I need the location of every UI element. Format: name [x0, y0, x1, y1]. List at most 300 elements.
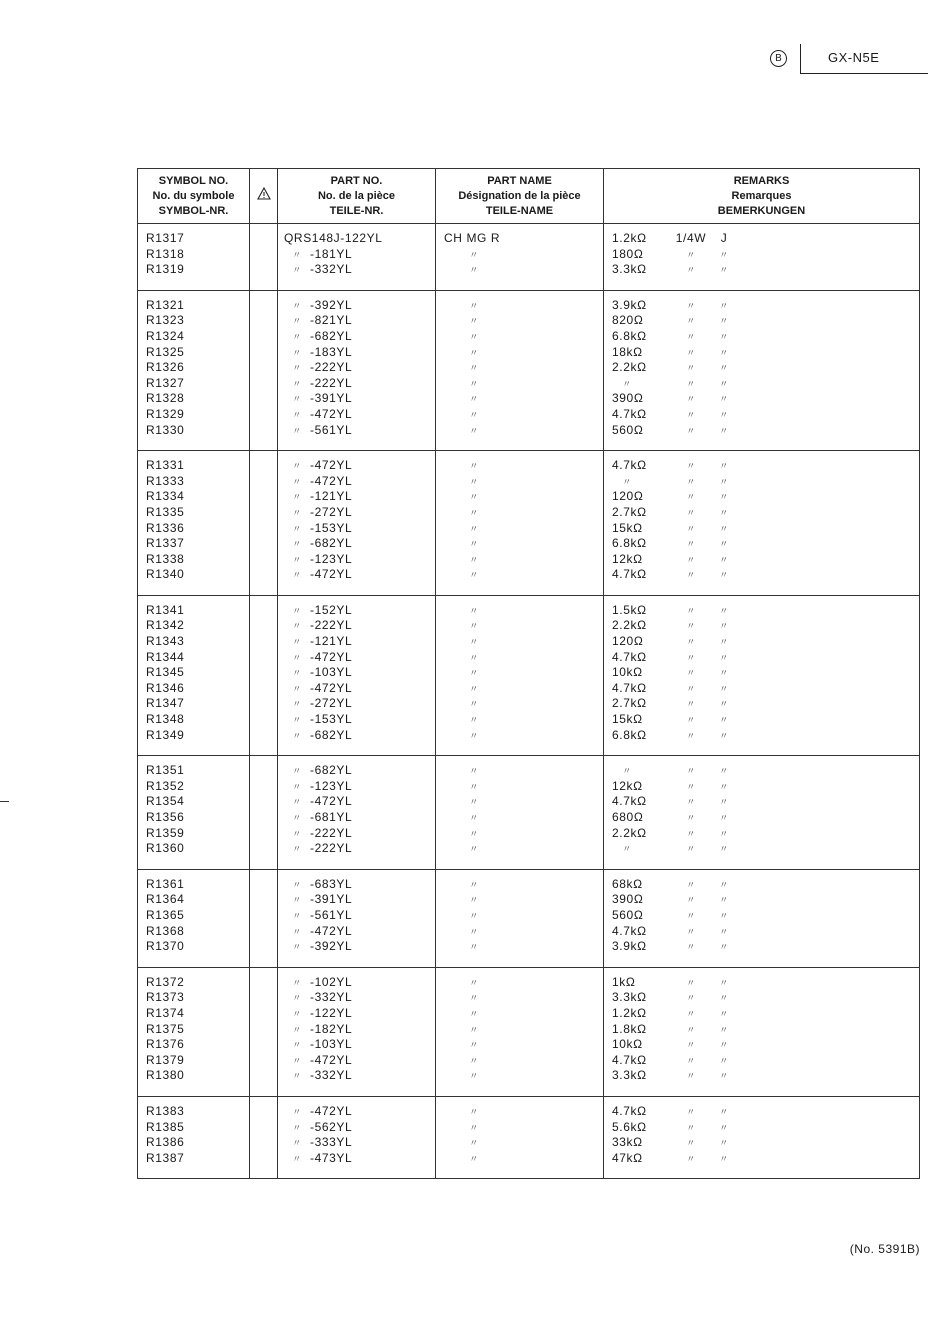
wattage: 〃 — [686, 331, 696, 342]
ditto-mark: 〃 — [292, 895, 302, 906]
remarks — [612, 298, 919, 314]
tolerance: 〃 — [719, 993, 729, 1004]
part-no-suffix: -683YL — [310, 876, 353, 891]
tolerance: 〃 — [719, 1153, 729, 1164]
ditto-mark: 〃 — [292, 652, 302, 663]
ditto-mark: 〃 — [292, 879, 302, 890]
ditto-mark: 〃 — [469, 1071, 479, 1082]
part-no-suffix: -682YL — [310, 763, 353, 778]
remarks — [612, 1022, 919, 1038]
tolerance: 〃 — [719, 1040, 729, 1051]
part-no-suffix: -121YL — [310, 489, 353, 504]
remarks — [612, 474, 919, 490]
ditto-mark: 〃 — [292, 1138, 302, 1149]
header-part-name-de: TEILE-NAME — [485, 204, 554, 217]
remarks — [612, 779, 919, 795]
part-no-suffix: -681YL — [310, 810, 353, 824]
remarks — [612, 1104, 919, 1120]
remarks — [612, 247, 919, 263]
part-name — [444, 877, 603, 893]
resistance-value: 6.8kΩ — [612, 536, 647, 551]
part-no-suffix: -332YL — [310, 1068, 353, 1083]
part-name — [444, 990, 603, 1006]
tolerance: 〃 — [719, 605, 729, 616]
remarks — [612, 908, 919, 924]
safety-cell — [250, 756, 278, 870]
table-row — [138, 756, 920, 870]
ditto-mark: 〃 — [292, 1122, 302, 1133]
part-no-suffix: -103YL — [310, 665, 353, 680]
part-name — [444, 650, 603, 666]
resistance-value: 1.2kΩ — [612, 1005, 647, 1020]
part-name — [444, 247, 603, 263]
remarks — [612, 712, 919, 728]
symbol-no: R1321 — [146, 297, 185, 312]
tolerance: 〃 — [719, 1071, 729, 1082]
wattage: 〃 — [686, 1122, 696, 1133]
wattage: 〃 — [686, 813, 696, 823]
safety-warning-icon — [257, 187, 271, 200]
resistance-value: 6.8kΩ — [612, 727, 647, 742]
ditto-mark: 〃 — [469, 265, 479, 276]
tolerance: 〃 — [719, 813, 729, 823]
ditto-mark: 〃 — [469, 993, 479, 1004]
part-no-suffix: -122YL — [310, 1005, 353, 1020]
symbol-no: R1344 — [146, 649, 185, 664]
part-no — [284, 841, 435, 857]
symbol-no: R1354 — [146, 794, 185, 809]
wattage: 〃 — [686, 699, 696, 710]
symbol-no: R1373 — [146, 990, 185, 1005]
tolerance: 〃 — [719, 249, 729, 260]
resistance-value: 4.7kΩ — [612, 1103, 647, 1118]
part-name — [444, 262, 603, 278]
wattage: 〃 — [686, 1024, 696, 1035]
part-name — [444, 1037, 603, 1053]
part-no-suffix: -333YL — [310, 1135, 353, 1150]
ditto-mark: 〃 — [469, 910, 479, 921]
remarks — [612, 763, 919, 779]
part-no — [284, 376, 435, 392]
remarks-cell — [604, 451, 920, 596]
wattage: 〃 — [686, 605, 696, 616]
remarks-cell — [604, 290, 920, 450]
ditto-mark: 〃 — [292, 507, 302, 518]
tolerance: J — [720, 231, 728, 245]
part-no-suffix: -472YL — [310, 567, 353, 582]
resistance-value: 3.9kΩ — [612, 939, 647, 954]
remarks — [612, 810, 919, 826]
resistance-value: 680Ω — [612, 810, 644, 824]
resistance-value: 2.2kΩ — [612, 825, 647, 840]
part-no-suffix: -561YL — [310, 907, 353, 922]
symbol-no: R1380 — [146, 1068, 185, 1083]
remarks — [612, 536, 919, 552]
tolerance: 〃 — [719, 476, 729, 487]
symbol-no: R1386 — [146, 1135, 185, 1150]
ditto-mark: 〃 — [469, 425, 479, 436]
wattage: 〃 — [686, 1153, 696, 1164]
ditto-mark: 〃 — [292, 715, 302, 726]
remarks — [612, 826, 919, 842]
part-no-suffix: -472YL — [310, 1103, 353, 1118]
resistance-value: 33kΩ — [612, 1135, 643, 1150]
symbol-cell — [138, 756, 250, 870]
part-name — [444, 521, 603, 537]
part-name-cell — [436, 967, 604, 1096]
ditto-mark: 〃 — [292, 300, 302, 311]
part-no — [284, 298, 435, 314]
remarks — [612, 376, 919, 392]
part-no — [284, 924, 435, 940]
tolerance: 〃 — [719, 1024, 729, 1035]
ditto-mark: 〃 — [469, 1122, 479, 1133]
part-name — [444, 505, 603, 521]
remarks — [612, 552, 919, 568]
header-underline — [800, 73, 928, 74]
part-no-suffix: -472YL — [310, 794, 353, 809]
wattage: 〃 — [686, 409, 696, 420]
symbol-no: R1331 — [146, 458, 185, 473]
ditto-mark: 〃 — [469, 507, 479, 518]
ditto-mark: 〃 — [292, 781, 302, 792]
resistance-value: 5.6kΩ — [612, 1119, 647, 1134]
part-no-suffix: -182YL — [310, 1021, 353, 1036]
part-name — [444, 329, 603, 345]
table-row — [138, 967, 920, 1096]
resistance-value: 15kΩ — [612, 712, 643, 727]
resistance-value: 1kΩ — [612, 974, 636, 989]
ditto-mark: 〃 — [469, 652, 479, 663]
part-no-suffix: -391YL — [310, 391, 353, 406]
resistance-value: 15kΩ — [612, 520, 643, 535]
part-no — [284, 779, 435, 795]
part-no — [284, 262, 435, 278]
part-no — [284, 650, 435, 666]
symbol-no: R1342 — [146, 618, 185, 633]
tolerance: 〃 — [719, 539, 729, 550]
symbol-no: R1323 — [146, 313, 185, 328]
remarks-cell — [604, 595, 920, 755]
symbol-no: R1385 — [146, 1119, 185, 1134]
remarks — [612, 1068, 919, 1084]
ditto-mark: 〃 — [292, 539, 302, 550]
tolerance: 〃 — [719, 316, 729, 327]
ditto-mark: 〃 — [292, 331, 302, 342]
symbol-no: R1328 — [146, 391, 185, 406]
symbol-no: R1370 — [146, 939, 185, 954]
remarks — [612, 231, 919, 247]
part-no — [284, 712, 435, 728]
part-no-cell — [278, 290, 436, 450]
part-no-suffix: -103YL — [310, 1037, 353, 1052]
resistance-value: 12kΩ — [612, 778, 643, 793]
symbol-cell — [138, 1096, 250, 1178]
wattage: 〃 — [686, 993, 696, 1004]
part-name-cell — [436, 756, 604, 870]
remarks-cell — [604, 1096, 920, 1178]
header-remarks-fr: Remarques — [731, 189, 792, 202]
remarks — [612, 313, 919, 329]
tolerance: 〃 — [719, 879, 729, 890]
ditto-mark: 〃 — [469, 621, 479, 632]
part-no — [284, 1022, 435, 1038]
part-name — [444, 728, 603, 744]
remarks — [612, 990, 919, 1006]
table-row — [138, 869, 920, 967]
remarks — [612, 521, 919, 537]
ditto-mark: 〃 — [292, 249, 302, 260]
remarks — [612, 391, 919, 407]
resistance-value: 4.7kΩ — [612, 923, 647, 938]
ditto-mark: 〃 — [292, 730, 302, 741]
remarks — [612, 1135, 919, 1151]
wattage: 〃 — [686, 265, 696, 276]
header-part-no — [278, 169, 436, 224]
symbol-cell — [138, 595, 250, 755]
tolerance: 〃 — [719, 331, 729, 342]
part-no — [284, 892, 435, 908]
wattage: 〃 — [686, 394, 696, 405]
ditto-mark: 〃 — [292, 683, 302, 694]
part-no — [284, 313, 435, 329]
part-no-suffix: -123YL — [310, 778, 353, 793]
ditto-mark: 〃 — [469, 476, 479, 487]
resistance-value: 10kΩ — [612, 1037, 643, 1052]
resistance-value: 180Ω — [612, 246, 644, 261]
ditto-mark: 〃 — [469, 813, 479, 823]
remarks — [612, 1151, 919, 1167]
part-name — [444, 1135, 603, 1151]
wattage: 〃 — [686, 507, 696, 518]
resistance-value: 6.8kΩ — [612, 328, 647, 343]
remarks — [612, 794, 919, 810]
part-no-suffix: -121YL — [310, 634, 353, 649]
ditto-mark: 〃 — [469, 1153, 479, 1164]
wattage: 〃 — [686, 1071, 696, 1082]
part-no — [284, 391, 435, 407]
part-no — [284, 1120, 435, 1136]
part-no-suffix: -222YL — [310, 841, 353, 856]
ditto-mark: 〃 — [292, 265, 302, 276]
ditto-mark: 〃 — [292, 1040, 302, 1051]
resistance-value: 4.7kΩ — [612, 567, 647, 582]
part-name — [444, 603, 603, 619]
part-no-suffix: -332YL — [310, 990, 353, 1005]
part-no — [284, 990, 435, 1006]
symbol-no: R1348 — [146, 712, 185, 727]
ditto-mark: 〃 — [469, 781, 479, 792]
resistance-value: 2.7kΩ — [612, 696, 647, 711]
remarks — [612, 665, 919, 681]
part-no-suffix: -562YL — [310, 1119, 353, 1134]
wattage: 〃 — [686, 766, 696, 777]
tolerance: 〃 — [719, 378, 729, 389]
document-number: (No. 5391B) — [849, 1242, 920, 1256]
wattage: 〃 — [686, 668, 696, 679]
part-name — [444, 1151, 603, 1167]
ditto-mark: 〃 — [292, 926, 302, 937]
header-symbol-de: SYMBOL-NR. — [158, 204, 229, 217]
part-no — [284, 1104, 435, 1120]
part-no-cell — [278, 869, 436, 967]
symbol-no: R1372 — [146, 974, 185, 989]
part-name — [444, 536, 603, 552]
part-no-suffix: -682YL — [310, 328, 353, 343]
tolerance: 〃 — [719, 1106, 729, 1117]
ditto-mark: 〃 — [469, 523, 479, 534]
part-name — [444, 423, 603, 439]
remarks — [612, 924, 919, 940]
part-name: CH MG R — [444, 231, 501, 245]
remarks — [612, 650, 919, 666]
ditto-mark: 〃 — [292, 1008, 302, 1019]
remarks — [612, 892, 919, 908]
tolerance: 〃 — [719, 570, 729, 581]
tolerance: 〃 — [719, 1008, 729, 1019]
wattage: 〃 — [686, 378, 696, 389]
ditto-mark: 〃 — [469, 1040, 479, 1051]
tolerance: 〃 — [719, 621, 729, 632]
symbol-cell — [138, 869, 250, 967]
ditto-mark: 〃 — [292, 409, 302, 420]
remarks — [612, 634, 919, 650]
ditto-mark: 〃 — [292, 977, 302, 988]
resistance-value: 2.2kΩ — [612, 618, 647, 633]
symbol-no: R1336 — [146, 520, 185, 535]
resistance-value: 820Ω — [612, 313, 644, 328]
part-name — [444, 975, 603, 991]
part-no — [284, 877, 435, 893]
remarks — [612, 975, 919, 991]
ditto-mark: 〃 — [469, 249, 479, 260]
header-part-no-de: TEILE-NR. — [329, 204, 384, 217]
table-row — [138, 290, 920, 450]
ditto-mark: 〃 — [469, 766, 479, 777]
remarks-cell — [604, 224, 920, 291]
tolerance: 〃 — [719, 300, 729, 311]
symbol-no: R1352 — [146, 778, 185, 793]
ditto-mark: 〃 — [292, 942, 302, 953]
resistance-value: 3.3kΩ — [612, 990, 647, 1005]
tolerance: 〃 — [719, 895, 729, 906]
wattage: 〃 — [686, 316, 696, 327]
symbol-no: R1379 — [146, 1052, 185, 1067]
tolerance: 〃 — [719, 977, 729, 988]
remarks-cell — [604, 756, 920, 870]
wattage: 〃 — [686, 652, 696, 663]
part-name — [444, 826, 603, 842]
table-row — [138, 1096, 920, 1178]
part-no-suffix: -472YL — [310, 406, 353, 421]
ditto-mark: 〃 — [292, 766, 302, 777]
part-no-cell — [278, 756, 436, 870]
part-no — [284, 1053, 435, 1069]
tolerance: 〃 — [719, 781, 729, 792]
wattage: 〃 — [686, 539, 696, 550]
symbol-no: R1374 — [146, 1005, 185, 1020]
remarks — [612, 1006, 919, 1022]
header-remarks-de: BEMERKUNGEN — [717, 204, 806, 217]
tolerance: 〃 — [719, 668, 729, 679]
remarks — [612, 345, 919, 361]
wattage: 〃 — [686, 461, 696, 472]
resistance-value: 〃 — [622, 378, 632, 389]
wattage: 〃 — [686, 249, 696, 260]
remarks — [612, 458, 919, 474]
part-no-cell — [278, 595, 436, 755]
symbol-no: R1325 — [146, 344, 185, 359]
resistance-value: 120Ω — [612, 489, 644, 504]
tolerance: 〃 — [719, 523, 729, 534]
part-no — [284, 521, 435, 537]
remarks — [612, 696, 919, 712]
part-no — [284, 247, 435, 263]
ditto-mark: 〃 — [469, 942, 479, 953]
remarks — [612, 939, 919, 955]
part-name — [444, 376, 603, 392]
part-no — [284, 329, 435, 345]
symbol-no: R1346 — [146, 680, 185, 695]
resistance-value: 2.2kΩ — [612, 360, 647, 375]
ditto-mark: 〃 — [292, 554, 302, 565]
ditto-mark: 〃 — [292, 1055, 302, 1066]
ditto-mark: 〃 — [469, 668, 479, 679]
ditto-mark: 〃 — [469, 1024, 479, 1035]
resistance-value: 〃 — [622, 476, 632, 487]
part-no-suffix: -222YL — [310, 360, 353, 375]
ditto-mark: 〃 — [292, 492, 302, 503]
tolerance: 〃 — [719, 683, 729, 694]
resistance-value: 47kΩ — [612, 1150, 643, 1165]
tolerance: 〃 — [719, 1055, 729, 1066]
part-no-suffix: -472YL — [310, 680, 353, 695]
wattage: 〃 — [686, 1138, 696, 1149]
parts-table — [137, 168, 920, 1179]
tolerance: 〃 — [719, 844, 729, 855]
ditto-mark: 〃 — [469, 300, 479, 311]
wattage: 〃 — [686, 1008, 696, 1019]
ditto-mark: 〃 — [292, 621, 302, 632]
remarks — [612, 423, 919, 439]
header-safety — [250, 169, 278, 224]
wattage: 〃 — [686, 300, 696, 311]
part-no — [284, 474, 435, 490]
ditto-mark: 〃 — [292, 910, 302, 921]
symbol-no: R1361 — [146, 876, 185, 891]
wattage: 〃 — [686, 476, 696, 487]
tolerance: 〃 — [719, 409, 729, 420]
part-no-suffix: -332YL — [310, 262, 353, 277]
header-part-no-fr: No. de la pièce — [317, 189, 396, 202]
wattage: 〃 — [686, 637, 696, 648]
wattage: 1/4W — [675, 231, 707, 245]
remarks — [612, 567, 919, 583]
part-no-suffix: -183YL — [310, 344, 353, 359]
symbol-no: R1387 — [146, 1150, 185, 1165]
header-symbol-no — [138, 169, 250, 224]
resistance-value: 4.7kΩ — [612, 680, 647, 695]
part-no-suffix: -272YL — [310, 504, 353, 519]
symbol-no: R1347 — [146, 696, 185, 711]
part-no — [284, 1037, 435, 1053]
part-name — [444, 618, 603, 634]
part-no — [284, 1006, 435, 1022]
part-name — [444, 489, 603, 505]
part-name — [444, 1053, 603, 1069]
ditto-mark: 〃 — [469, 895, 479, 906]
remarks — [612, 841, 919, 857]
